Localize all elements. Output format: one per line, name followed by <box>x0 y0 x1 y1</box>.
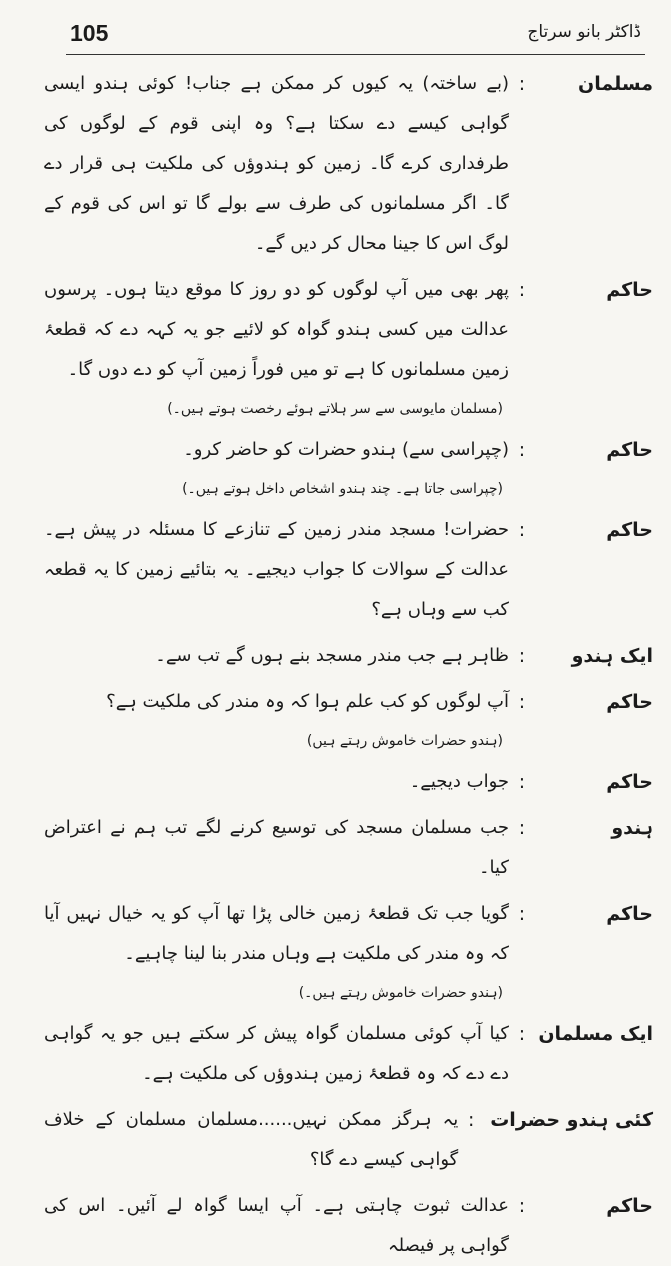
speaker-name: مسلمان <box>578 73 653 95</box>
speaker-colon: : <box>518 645 526 667</box>
dialogue-entry <box>44 64 653 264</box>
running-title: ڈاکٹر بانو سرتاج <box>527 22 641 42</box>
dialogue-text: حضرات! مسجد مندر زمین کے تنازعے کا مسئلہ در پیش ہے۔ عدالت کے سوالات کا جواب دیجیے۔ یہ بتائیے زمین کا یہ قطعہ کب سے وہاں ہے؟ <box>44 519 509 620</box>
dialogue-entry <box>44 510 653 630</box>
speaker-colon: : <box>518 73 526 95</box>
speaker-name: حاکم <box>606 903 653 925</box>
speaker-colon: : <box>518 1195 526 1217</box>
speaker-name: حاکم <box>606 519 653 541</box>
speaker-name: حاکم <box>606 1195 653 1217</box>
speaker-name: حاکم <box>606 771 653 793</box>
speaker-colon: : <box>518 279 526 301</box>
dialogue-text: عدالت ثبوت چاہتی ہے۔ آپ ایسا گواہ لے آئیں۔ اس کی گواہی پر فیصلہ <box>44 1195 509 1256</box>
speaker-name: حاکم <box>606 691 653 713</box>
speaker-name: حاکم <box>606 279 653 301</box>
speaker-colon: : <box>518 817 526 839</box>
dialogue-text: کیا آپ کوئی مسلمان گواہ پیش کر سکتے ہیں جو یہ گواہی دے دے کہ وہ قطعۂ زمین ہندوؤں کی ملکیت ہے۔ <box>44 1023 509 1084</box>
speaker-colon: : <box>518 1023 526 1045</box>
speaker-colon: : <box>518 771 526 793</box>
speaker-colon: : <box>468 1109 475 1131</box>
dialogue-entry <box>44 1100 653 1180</box>
stage-direction: (ہندو حضرات خاموش رہتے ہیں) <box>306 733 503 749</box>
stage-direction: (ہندو حضرات خاموش رہتے ہیں۔) <box>298 985 503 1001</box>
dialogue-entry <box>44 682 653 722</box>
speaker-name: ایک ہندو <box>571 645 653 667</box>
dialogue-text: ظاہر ہے جب مندر مسجد بنے ہوں گے تب سے۔ <box>155 645 509 666</box>
dialogue-entry <box>44 430 653 470</box>
dialogue-text: (چپراسی سے) ہندو حضرات کو حاضر کرو۔ <box>183 439 509 460</box>
speaker-name: حاکم <box>606 439 653 461</box>
dialogue-entry <box>44 636 653 676</box>
dialogue-text: آپ لوگوں کو کب علم ہوا کہ وہ مندر کی ملکیت ہے؟ <box>106 691 509 712</box>
speaker-colon: : <box>518 439 526 461</box>
speaker-name: ہندو <box>611 817 653 839</box>
speaker-colon: : <box>518 903 526 925</box>
dialogue-text: (بے ساختہ) یہ کیوں کر ممکن ہے جناب! کوئی ہندو ایسی گواہی کیسے دے سکتا ہے؟ وہ اپنی قوم کے لوگوں کی طرفداری کرے گا۔ زمین کو ہندوؤں کی ملکیت ہی قرار دے گا۔ اگر مسلمانوں کی طرف سے بولے گا تو اس کی قوم کے لوگ اس کا جینا محال کر دیں گے۔ <box>44 73 509 254</box>
dialogue-entry <box>44 270 653 390</box>
dialogue-body <box>44 64 653 1256</box>
speaker-name: ایک مسلمان <box>538 1023 653 1045</box>
dialogue-entry <box>44 762 653 802</box>
dialogue-entry <box>44 808 653 888</box>
dialogue-text: پھر بھی میں آپ لوگوں کو دو روز کا موقع دیتا ہوں۔ پرسوں عدالت میں کسی ہندو گواہ کو لائیے جو یہ کہہ دے کہ قطعۂ زمین مسلمانوں کا ہے تو میں فوراً زمین آپ کو دے دوں گا۔ <box>44 279 509 380</box>
speaker-colon: : <box>518 691 526 713</box>
stage-direction: (چپراسی جاتا ہے۔ چند ہندو اشخاص داخل ہوتے ہیں۔) <box>182 481 503 497</box>
speaker-colon: : <box>518 519 526 541</box>
dialogue-text: جواب دیجیے۔ <box>409 771 509 792</box>
dialogue-entry <box>44 1014 653 1094</box>
stage-direction: (مسلمان مایوسی سے سر ہلاتے ہوئے رخصت ہوتے ہیں۔) <box>167 401 503 417</box>
dialogue-entry <box>44 1186 653 1266</box>
dialogue-text: جب مسلمان مسجد کی توسیع کرنے لگے تب ہم نے اعتراض کیا۔ <box>44 817 509 878</box>
page-number: 105 <box>70 20 109 46</box>
dialogue-text: یہ ہرگز ممکن نہیں......مسلمان مسلمان کے خلاف گواہی کیسے دے گا؟ <box>44 1109 459 1170</box>
dialogue-entry <box>44 894 653 974</box>
speaker-name: کئی ہندو حضرات <box>490 1109 653 1131</box>
page-header <box>66 18 645 55</box>
dialogue-text: گویا جب تک قطعۂ زمین خالی پڑا تھا آپ کو یہ خیال نہیں آیا کہ وہ مندر کی ملکیت ہے وہاں مندر بنا لینا چاہیے۔ <box>44 903 509 964</box>
